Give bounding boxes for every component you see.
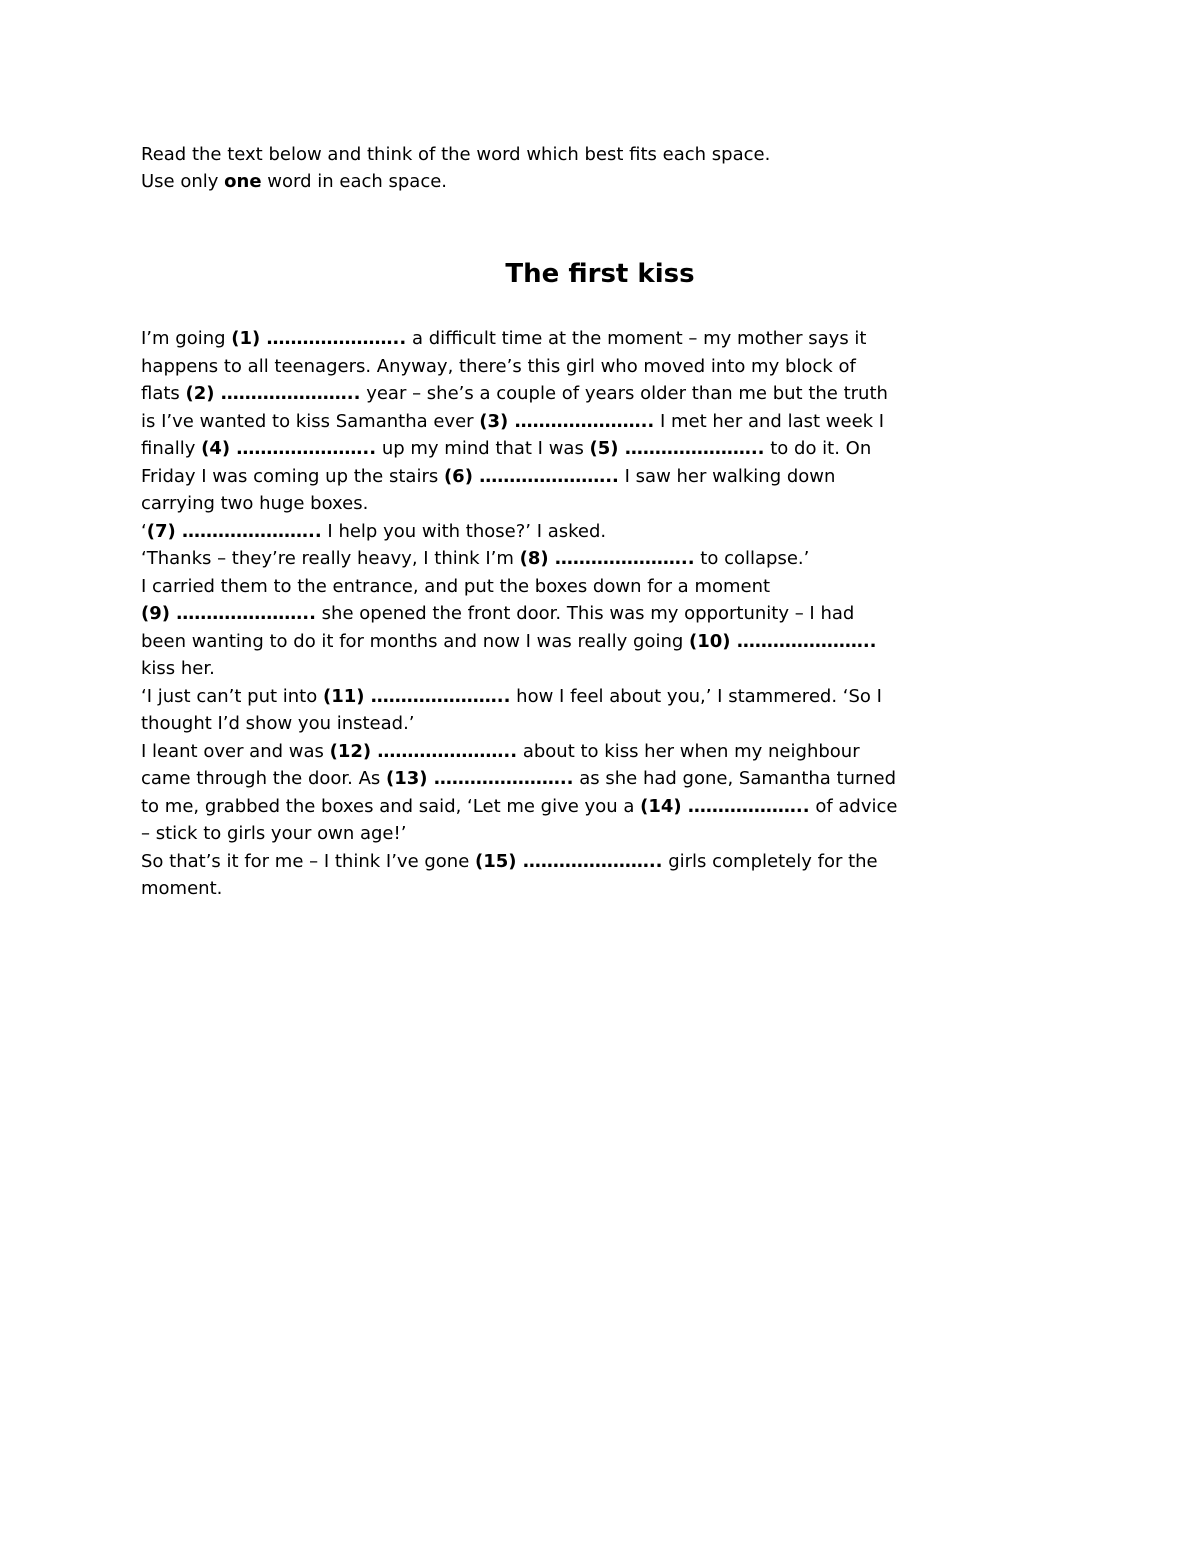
text: to collapse.’	[694, 548, 810, 569]
text: how I feel about you,’ I stammered. ‘So I	[510, 685, 882, 707]
gap-6[interactable]: (6) …………………..	[443, 465, 619, 487]
text: I saw her walking down	[618, 465, 836, 487]
passage-line	[141, 848, 1021, 876]
passage-line	[141, 545, 1021, 573]
instruction-emphasis: one	[224, 171, 262, 192]
passage-line: carrying two huge boxes.	[141, 493, 369, 514]
passage-line: thought I’d show you instead.’	[141, 713, 415, 734]
text: of advice	[809, 795, 898, 817]
passage-text	[141, 325, 1021, 903]
passage-line: – stick to girls your own age!’	[141, 823, 407, 844]
gap-10[interactable]: (10) …………………..	[689, 630, 877, 652]
passage-line	[141, 463, 1021, 491]
text: is I’ve wanted to kiss Samantha ever	[141, 410, 480, 432]
text: I met her and last week I	[654, 410, 885, 432]
text: been wanting to do it for months and now I was really going	[141, 630, 690, 652]
passage-line	[141, 408, 1021, 436]
passage-line: moment.	[141, 878, 223, 899]
text: girls completely for the	[662, 850, 878, 872]
text: I’m going	[141, 328, 232, 349]
passage-line	[141, 518, 1021, 546]
instruction-line-2-end: word in each space.	[261, 171, 448, 192]
text: about to kiss her when my neighbour	[517, 740, 860, 762]
gap-13[interactable]: (13) …………………..	[386, 768, 574, 789]
text: I help you with those?’ I asked.	[321, 520, 607, 542]
gap-4[interactable]: (4) …………………..	[201, 438, 377, 459]
text: up my mind that I was	[376, 438, 590, 459]
instructions	[141, 141, 1021, 195]
gap-14[interactable]: (14) ………………..	[640, 795, 810, 817]
text: finally	[141, 438, 202, 459]
passage-line	[141, 793, 1021, 821]
text: she opened the front door. This was my opportunity – I had	[315, 603, 855, 624]
passage-line: happens to all teenagers. Anyway, there’s this girl who moved into my block of	[141, 355, 856, 377]
passage-line	[141, 628, 1021, 656]
passage-line	[141, 600, 1021, 628]
text: Friday I was coming up the stairs	[141, 465, 444, 487]
text: ‘I just can’t put into	[141, 685, 323, 707]
text: ‘Thanks – they’re really heavy, I think I’m	[141, 548, 520, 569]
passage-line: I carried them to the entrance, and put the boxes down for a moment	[141, 575, 771, 597]
passage-line: kiss her.	[141, 658, 215, 679]
gap-5[interactable]: (5) …………………..	[589, 438, 765, 459]
passage-title: The first kiss	[505, 259, 695, 289]
passage-line	[141, 380, 1021, 408]
text: flats	[141, 383, 186, 404]
text: came through the door. As	[141, 768, 387, 789]
passage-line	[141, 738, 1021, 766]
text: as she had gone, Samantha turned	[573, 768, 897, 789]
text: ‘	[141, 520, 147, 542]
worksheet-page	[141, 141, 1021, 903]
gap-8[interactable]: (8) …………………..	[519, 548, 695, 569]
text: to me, grabbed the boxes and said, ‘Let me give you a	[141, 795, 641, 817]
passage-line	[141, 435, 1021, 463]
instruction-line-2-start: Use only	[141, 171, 225, 192]
gap-11[interactable]: (11) …………………..	[322, 685, 511, 707]
instruction-line-1: Read the text below and think of the word which best fits each space.	[141, 144, 771, 165]
text: a difficult time at the moment – my mother says it	[406, 328, 867, 349]
gap-3[interactable]: (3) …………………..	[479, 410, 655, 432]
passage-line	[141, 683, 1021, 711]
gap-1[interactable]: (1) …………………..	[231, 328, 407, 349]
gap-15[interactable]: (15) …………………..	[475, 850, 663, 872]
text: I leant over and was	[141, 740, 330, 762]
gap-12[interactable]: (12) …………………..	[329, 740, 518, 762]
text: year – she’s a couple of years older than me but the truth	[360, 383, 888, 404]
passage-line	[141, 765, 1021, 793]
gap-7[interactable]: (7) …………………..	[146, 520, 322, 542]
gap-2[interactable]: (2) …………………..	[185, 383, 361, 404]
passage-line	[141, 325, 1021, 353]
text: So that’s it for me – I think I’ve gone	[141, 850, 476, 872]
text: to do it. On	[764, 438, 872, 459]
gap-9[interactable]: (9) …………………..	[141, 603, 316, 624]
